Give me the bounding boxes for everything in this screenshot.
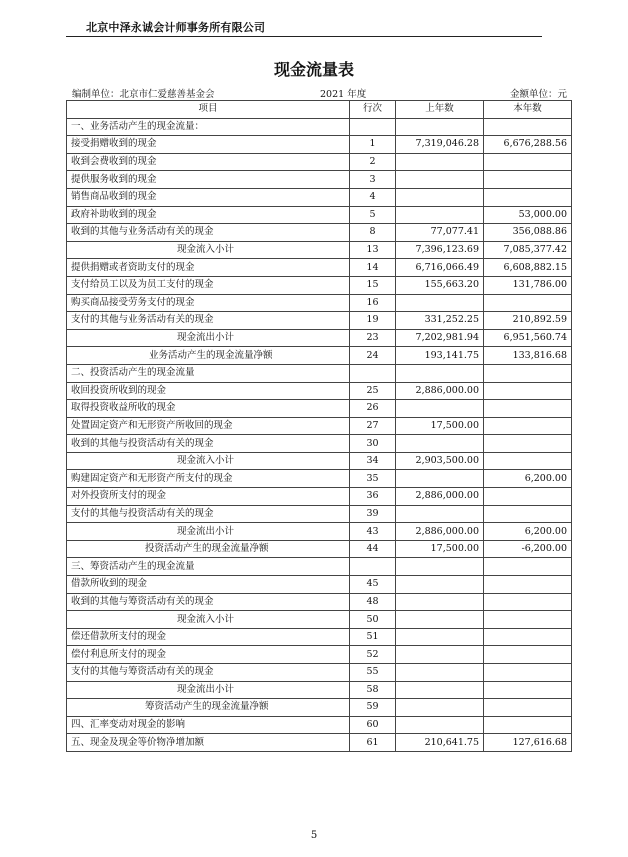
row-item-label: 支付的其他与投资活动有关的现金 <box>67 505 350 523</box>
row-line-number: 23 <box>350 329 396 347</box>
row-item-label: 购建固定资产和无形资产所支付的现金 <box>67 470 350 488</box>
row-line-number: 4 <box>350 188 396 206</box>
row-line-number: 52 <box>350 646 396 664</box>
row-item-label: 四、汇率变动对现金的影响 <box>67 716 350 734</box>
table-row <box>67 241 572 259</box>
row-prior-year-amount <box>396 558 484 576</box>
row-current-year-amount <box>484 153 572 171</box>
row-prior-year-amount <box>396 206 484 224</box>
row-item-label: 三、筹资活动产生的现金流量 <box>67 558 350 576</box>
table-row <box>67 646 572 664</box>
row-prior-year-amount <box>396 118 484 136</box>
row-current-year-amount: 6,676,288.56 <box>484 136 572 154</box>
row-prior-year-amount <box>396 611 484 629</box>
row-line-number: 15 <box>350 276 396 294</box>
row-item-label: 提供服务收到的现金 <box>67 171 350 189</box>
row-item-label: 投资活动产生的现金流量净额 <box>67 540 350 558</box>
table-row <box>67 593 572 611</box>
table-row <box>67 312 572 330</box>
row-current-year-amount <box>484 417 572 435</box>
row-line-number: 30 <box>350 435 396 453</box>
row-prior-year-amount: 193,141.75 <box>396 347 484 365</box>
table-row <box>67 329 572 347</box>
row-prior-year-amount: 77,077.41 <box>396 224 484 242</box>
row-prior-year-amount: 6,716,066.49 <box>396 259 484 277</box>
row-prior-year-amount <box>396 153 484 171</box>
row-item-label: 支付给员工以及为员工支付的现金 <box>67 276 350 294</box>
row-item-label: 现金流出小计 <box>67 329 350 347</box>
row-line-number: 25 <box>350 382 396 400</box>
column-header-line: 行次 <box>350 101 396 119</box>
row-current-year-amount: 53,000.00 <box>484 206 572 224</box>
row-item-label: 五、现金及现金等价物净增加额 <box>67 734 350 752</box>
table-header-row <box>67 101 572 119</box>
row-prior-year-amount: 2,886,000.00 <box>396 488 484 506</box>
row-line-number: 5 <box>350 206 396 224</box>
row-current-year-amount <box>484 294 572 312</box>
row-item-label: 现金流入小计 <box>67 611 350 629</box>
table-row <box>67 628 572 646</box>
row-line-number: 48 <box>350 593 396 611</box>
row-item-label: 政府补助收到的现金 <box>67 206 350 224</box>
table-row <box>67 118 572 136</box>
row-item-label: 偿还借款所支付的现金 <box>67 628 350 646</box>
reporting-year: 2021 年度 <box>320 89 367 100</box>
table-row <box>67 417 572 435</box>
table-row <box>67 734 572 752</box>
row-current-year-amount: 6,200.00 <box>484 523 572 541</box>
page-title: 现金流量表 <box>273 60 354 79</box>
table-row <box>67 400 572 418</box>
row-line-number: 2 <box>350 153 396 171</box>
row-current-year-amount <box>484 628 572 646</box>
row-item-label: 现金流出小计 <box>67 681 350 699</box>
row-current-year-amount <box>484 382 572 400</box>
currency-unit: 金额单位：元 <box>510 89 568 100</box>
row-line-number <box>350 558 396 576</box>
table-row <box>67 294 572 312</box>
row-line-number: 19 <box>350 312 396 330</box>
row-item-label: 收到会费收到的现金 <box>67 153 350 171</box>
table-row <box>67 681 572 699</box>
row-item-label: 收到的其他与投资活动有关的现金 <box>67 435 350 453</box>
row-prior-year-amount: 7,319,046.28 <box>396 136 484 154</box>
row-current-year-amount: 356,088.86 <box>484 224 572 242</box>
row-current-year-amount <box>484 699 572 717</box>
row-line-number <box>350 118 396 136</box>
column-header-item: 项目 <box>67 101 350 119</box>
table-row <box>67 364 572 382</box>
row-current-year-amount: 131,786.00 <box>484 276 572 294</box>
table-row <box>67 470 572 488</box>
row-prior-year-amount <box>396 593 484 611</box>
row-prior-year-amount: 2,886,000.00 <box>396 523 484 541</box>
row-prior-year-amount <box>396 716 484 734</box>
row-item-label: 筹资活动产生的现金流量净额 <box>67 699 350 717</box>
row-line-number <box>350 364 396 382</box>
row-line-number: 24 <box>350 347 396 365</box>
row-line-number: 13 <box>350 241 396 259</box>
row-item-label: 偿付利息所支付的现金 <box>67 646 350 664</box>
row-prior-year-amount: 17,500.00 <box>396 417 484 435</box>
table-row <box>67 523 572 541</box>
row-prior-year-amount <box>396 505 484 523</box>
row-item-label: 销售商品收到的现金 <box>67 188 350 206</box>
table-row <box>67 347 572 365</box>
table-row <box>67 716 572 734</box>
table-row <box>67 576 572 594</box>
row-current-year-amount: 127,616.68 <box>484 734 572 752</box>
row-prior-year-amount: 331,252.25 <box>396 312 484 330</box>
row-current-year-amount <box>484 664 572 682</box>
row-current-year-amount: 7,085,377.42 <box>484 241 572 259</box>
table-row <box>67 611 572 629</box>
column-header-prior-year: 上年数 <box>396 101 484 119</box>
row-prior-year-amount: 2,886,000.00 <box>396 382 484 400</box>
table-row <box>67 206 572 224</box>
row-prior-year-amount <box>396 364 484 382</box>
row-prior-year-amount: 17,500.00 <box>396 540 484 558</box>
table-row <box>67 136 572 154</box>
row-item-label: 现金流出小计 <box>67 523 350 541</box>
row-current-year-amount <box>484 681 572 699</box>
row-line-number: 44 <box>350 540 396 558</box>
header-divider <box>66 36 542 37</box>
row-prior-year-amount: 155,663.20 <box>396 276 484 294</box>
row-line-number: 43 <box>350 523 396 541</box>
table-row <box>67 171 572 189</box>
row-line-number: 50 <box>350 611 396 629</box>
table-row <box>67 153 572 171</box>
row-current-year-amount: 6,608,882.15 <box>484 259 572 277</box>
row-prior-year-amount: 210,641.75 <box>396 734 484 752</box>
row-line-number: 34 <box>350 452 396 470</box>
row-line-number: 58 <box>350 681 396 699</box>
table-row <box>67 540 572 558</box>
row-prior-year-amount: 7,396,123.69 <box>396 241 484 259</box>
row-line-number: 39 <box>350 505 396 523</box>
row-prior-year-amount <box>396 188 484 206</box>
row-current-year-amount: 6,951,560.74 <box>484 329 572 347</box>
page-number: 5 <box>310 830 318 841</box>
table-row <box>67 699 572 717</box>
column-header-current-year: 本年数 <box>484 101 572 119</box>
table-row <box>67 558 572 576</box>
row-prior-year-amount <box>396 470 484 488</box>
row-line-number: 60 <box>350 716 396 734</box>
row-item-label: 现金流入小计 <box>67 241 350 259</box>
row-current-year-amount <box>484 576 572 594</box>
table-row <box>67 505 572 523</box>
row-current-year-amount: 210,892.59 <box>484 312 572 330</box>
row-current-year-amount: 6,200.00 <box>484 470 572 488</box>
row-prior-year-amount <box>396 435 484 453</box>
row-item-label: 收到的其他与筹资活动有关的现金 <box>67 593 350 611</box>
row-current-year-amount <box>484 400 572 418</box>
row-current-year-amount: -6,200.00 <box>484 540 572 558</box>
row-current-year-amount <box>484 435 572 453</box>
row-line-number: 59 <box>350 699 396 717</box>
row-item-label: 二、投资活动产生的现金流量 <box>67 364 350 382</box>
row-prior-year-amount <box>396 646 484 664</box>
row-item-label: 购买商品接受劳务支付的现金 <box>67 294 350 312</box>
row-item-label: 现金流入小计 <box>67 452 350 470</box>
row-current-year-amount <box>484 558 572 576</box>
row-item-label: 支付的其他与筹资活动有关的现金 <box>67 664 350 682</box>
row-item-label: 收到的其他与业务活动有关的现金 <box>67 224 350 242</box>
table-row <box>67 276 572 294</box>
table-row <box>67 259 572 277</box>
row-current-year-amount <box>484 593 572 611</box>
row-prior-year-amount <box>396 171 484 189</box>
table-row <box>67 488 572 506</box>
row-prior-year-amount: 7,202,981.94 <box>396 329 484 347</box>
row-line-number: 27 <box>350 417 396 435</box>
row-current-year-amount <box>484 452 572 470</box>
row-line-number: 1 <box>350 136 396 154</box>
row-line-number: 16 <box>350 294 396 312</box>
row-current-year-amount <box>484 716 572 734</box>
row-current-year-amount <box>484 505 572 523</box>
row-item-label: 提供捐赠或者资助支付的现金 <box>67 259 350 277</box>
row-current-year-amount <box>484 364 572 382</box>
row-current-year-amount <box>484 611 572 629</box>
row-item-label: 业务活动产生的现金流量净额 <box>67 347 350 365</box>
row-item-label: 处置固定资产和无形资产所收回的现金 <box>67 417 350 435</box>
table-row <box>67 382 572 400</box>
row-line-number: 36 <box>350 488 396 506</box>
row-current-year-amount <box>484 488 572 506</box>
cash-flow-table <box>66 100 572 752</box>
row-prior-year-amount <box>396 400 484 418</box>
reporting-entity: 编制单位：北京市仁爱慈善基金会 <box>72 89 215 100</box>
row-prior-year-amount <box>396 628 484 646</box>
row-current-year-amount <box>484 188 572 206</box>
table-row <box>67 452 572 470</box>
row-prior-year-amount <box>396 681 484 699</box>
row-line-number: 8 <box>350 224 396 242</box>
row-item-label: 取得投资收益所收的现金 <box>67 400 350 418</box>
row-current-year-amount <box>484 118 572 136</box>
firm-name: 北京中泽永诚会计师事务所有限公司 <box>86 21 266 34</box>
table-row <box>67 188 572 206</box>
table-row <box>67 224 572 242</box>
row-item-label: 对外投资所支付的现金 <box>67 488 350 506</box>
row-current-year-amount <box>484 646 572 664</box>
row-current-year-amount: 133,816.68 <box>484 347 572 365</box>
row-line-number: 45 <box>350 576 396 594</box>
row-prior-year-amount <box>396 294 484 312</box>
row-item-label: 接受捐赠收到的现金 <box>67 136 350 154</box>
table-row <box>67 664 572 682</box>
row-prior-year-amount: 2,903,500.00 <box>396 452 484 470</box>
row-line-number: 61 <box>350 734 396 752</box>
row-item-label: 收回投资所收到的现金 <box>67 382 350 400</box>
row-item-label: 一、业务活动产生的现金流量： <box>67 118 350 136</box>
row-prior-year-amount <box>396 576 484 594</box>
row-line-number: 26 <box>350 400 396 418</box>
row-line-number: 51 <box>350 628 396 646</box>
row-prior-year-amount <box>396 699 484 717</box>
row-current-year-amount <box>484 171 572 189</box>
row-line-number: 14 <box>350 259 396 277</box>
row-line-number: 3 <box>350 171 396 189</box>
row-item-label: 借款所收到的现金 <box>67 576 350 594</box>
row-line-number: 55 <box>350 664 396 682</box>
row-item-label: 支付的其他与业务活动有关的现金 <box>67 312 350 330</box>
row-prior-year-amount <box>396 664 484 682</box>
row-line-number: 35 <box>350 470 396 488</box>
table-row <box>67 435 572 453</box>
